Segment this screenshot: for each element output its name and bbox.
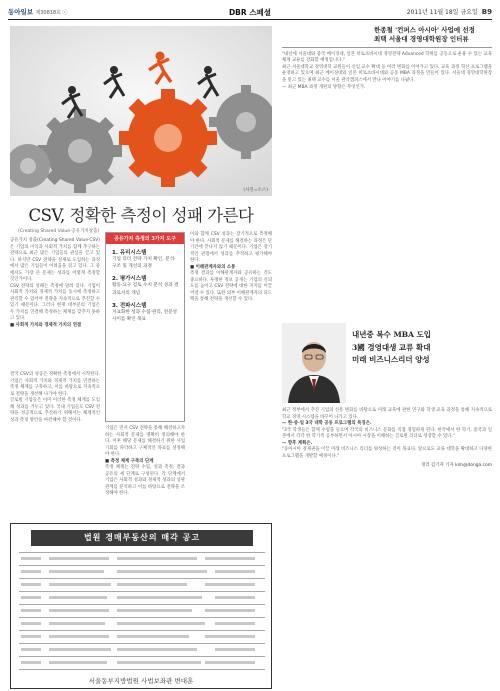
info-box-item: 2. 평가시스템 활동·요구 검토 수치 분석 성과 결과로서의 개념 (112, 276, 179, 296)
feature-photo (10, 26, 272, 196)
info-box-item: 3. 전파시스템 지표화한 성과 수집·관리, 전문성 사이를 확인 목표 (112, 302, 177, 323)
gear-icon (119, 89, 217, 187)
article-column-2 (105, 426, 185, 498)
ad-title: 법원 경매부동산의 매각 공고 (31, 530, 253, 546)
article-paragraph: 측정 체계는 전략 수립, 성과 측정, 결과 공유의 세 단계로 구성된다. 각 단계에서 기업은 사회적 성과와 경제적 성과의 상관관계를 분석하고 이를 바탕으로 전략을 조정해야 한다. (105, 465, 185, 496)
article-subheading: ■ 측정 체계 구축의 단계 (105, 458, 154, 464)
court-auction-ad (10, 523, 272, 689)
interview-title: 한종철 '컨퍼스 아시아' 사업에 선정 (374, 26, 475, 34)
article-subhead: (Creating Shared Value·공유가치창출) (18, 229, 100, 234)
article-column-4 (10, 372, 100, 424)
ad-table (19, 552, 265, 670)
page-header (8, 6, 492, 20)
article-paragraph: 측정 결과를 이해관계자와 공유하는 것도 중요하다. 투명한 정보 공개는 기업의 신뢰도를 높이고 CSV 전략에 대한 지지를 이끌어낼 수 있다. 또한 외부 이해관계자의 피드백을 통해 전략을 개선할 수 있다. (190, 271, 272, 302)
info-box-title: 공유가치 측정의 3가지 도구 (106, 233, 184, 244)
article-paragraph: 공유가치 창출(Creating Shared Value·CSV)은 기업의 이익과 사회적 가치를 함께 추구하는 전략으로 최근 많은 기업들의 관심을 끌고 있다. 하지만 CSV 전략을 실제로 도입하는 과정에서 많은 기업들이 어려움을 겪고 있다. 그 중에서도 가장 큰 문제는 성과를 어떻게 측정할 것인가이다. (10, 238, 100, 282)
intro-paragraph: — 최근 MBA 과정 개편의 방향은 무엇인가. (282, 84, 366, 90)
photo-credit: (사진=소스) (243, 188, 268, 193)
article-paragraph: 이와 함께 CSV 성과는 장기적으로 측정해야 한다. 사회적 문제를 해결하는 과정은 단기간에 끝나지 않기 때문이다. 기업은 장기적인 관점에서 성과를 추적하고 평가해야 한다. (190, 232, 272, 263)
person-portrait (282, 323, 346, 403)
gear-icon (38, 109, 122, 193)
article-column-3 (190, 232, 272, 304)
section-title: DBR 스페셜 (228, 8, 272, 17)
interview-subtitle: 최택 서울대 경영대학원장 인터뷰 (374, 35, 469, 43)
article-paragraph: 결국 CSV의 성공은 정확한 측정에서 시작된다. 기업은 사회적 가치와 경제적 가치를 연결하는 측정 체계를 구축하고, 이를 바탕으로 지속적으로 전략을 개선해 나가야 한다. (10, 372, 100, 397)
byline: 정리 김기자 기자 kim@donga.com (421, 463, 492, 468)
article-subheading: ■ 이해관계자와의 소통 (190, 264, 236, 270)
ad-footer: 서울동부지방법원 사법보좌관 변대훈 (88, 677, 194, 685)
date-page: 2011년 11월 18일 금요일 B9 (406, 8, 492, 16)
runners-gears-illustration (10, 26, 272, 196)
article-paragraph: 글로벌 기업들은 이미 이러한 측정 체계를 도입해 성과를 거두고 있다. 국내 기업들도 CSV 전략을 성공적으로 추진하기 위해서는 체계적인 성과 측정 방안을 마련해야 할 것이다. (10, 398, 100, 423)
article-paragraph: CSV 전략의 성패는 측정에 달려 있다. 기업이 사회적 가치와 경제적 가치를 동시에 측정하고 관리할 수 있어야 전략을 지속적으로 추진할 수 있기 때문이다. 그러나 현재 대부분의 기업은 두 가치를 연결해 측정하는 체계를 갖추지 못하고 있다. (10, 283, 100, 321)
article-subheading: — 향후 계획은. (282, 440, 313, 446)
intro-paragraph: "내년에 서울대와 중국 베이징대, 일본 히토츠바시대 경영전략 Advanced 학위를 공동으로 운용 수 있는 교육 체계 교류를 강화할 예정입니다." (282, 51, 492, 64)
intro-paragraph: 최근 서울대학교 경영대학 교원들이 신임 교수 확대 등 여러 변화를 이어가고 있다. 교육 과정 혁신 프로그램을 운영하고 있으며 최근 베이징대와 일본 히토츠바시대와 공동 MBA 과정을 만들어 있다. 서울대 경영대학원장을 맡고 있는 최택 교수를 서울 관악캠퍼스에서 만나 이야기를 나눴다. (282, 64, 492, 84)
article-subheading: ■ 사회적 가치와 경제적 가치의 연결 (10, 322, 82, 328)
article-paragraph: "동아시아 경제권을 이끌 미래 비즈니스 리더를 양성하는 것이 목표다. 앞으로도 교류 대학을 확대하고 다양한 프로그램을 개발할 예정이다." (282, 447, 492, 459)
info-box-item: 1. 유리시스템 기업 리더 전략 가치 확인, 분석·구조 및 개선의 과정 (112, 250, 176, 270)
interview-intro (282, 26, 492, 91)
article-headline: CSV, 정확한 측정이 성패 가른다 (28, 206, 254, 225)
info-box (105, 232, 185, 422)
article-paragraph: "3국 학생들은 함께 수업을 들으며 각국의 비즈니스 문화를 직접 경험하게 된다. 한국에서 한 학기, 중국과 일본에서 각각 한 학기씩 공부하면서 아시아 시장을 이해하는 글로벌 리더로 성장할 수 있다." (282, 427, 492, 439)
interviewee-photo (282, 323, 346, 403)
interview-body (282, 408, 492, 470)
pull-quote: 내년중 복수 MBA 도입 3國 경영대생 교류 확대 미래 비즈니스리더 양성 (352, 330, 432, 364)
article-column-1 (10, 238, 100, 329)
article-subheading: — 한·중·일 3국 대학 공동 프로그램의 특징은. (282, 421, 372, 426)
article-paragraph: 기업은 먼저 CSV 전략을 통해 해결하고자 하는 사회적 문제를 명확히 정의해야 한다. 이후 해당 문제를 해결하기 위한 사업 기회를 파악하고 구체적인 목표를 설정해야 한다. (105, 426, 185, 457)
newspaper-name: 동아일보 제30818호 ⓒ (8, 8, 68, 16)
divider (282, 47, 492, 48)
article-paragraph: 최근 정부에서 추진 기업의 신흥 변화를 바탕으로 미래 교육에 관한 연구와 학생 교육 과정을 통해 지속적으로 학교 경영 시스템을 바꾸어 나가고 있다. (282, 408, 492, 420)
